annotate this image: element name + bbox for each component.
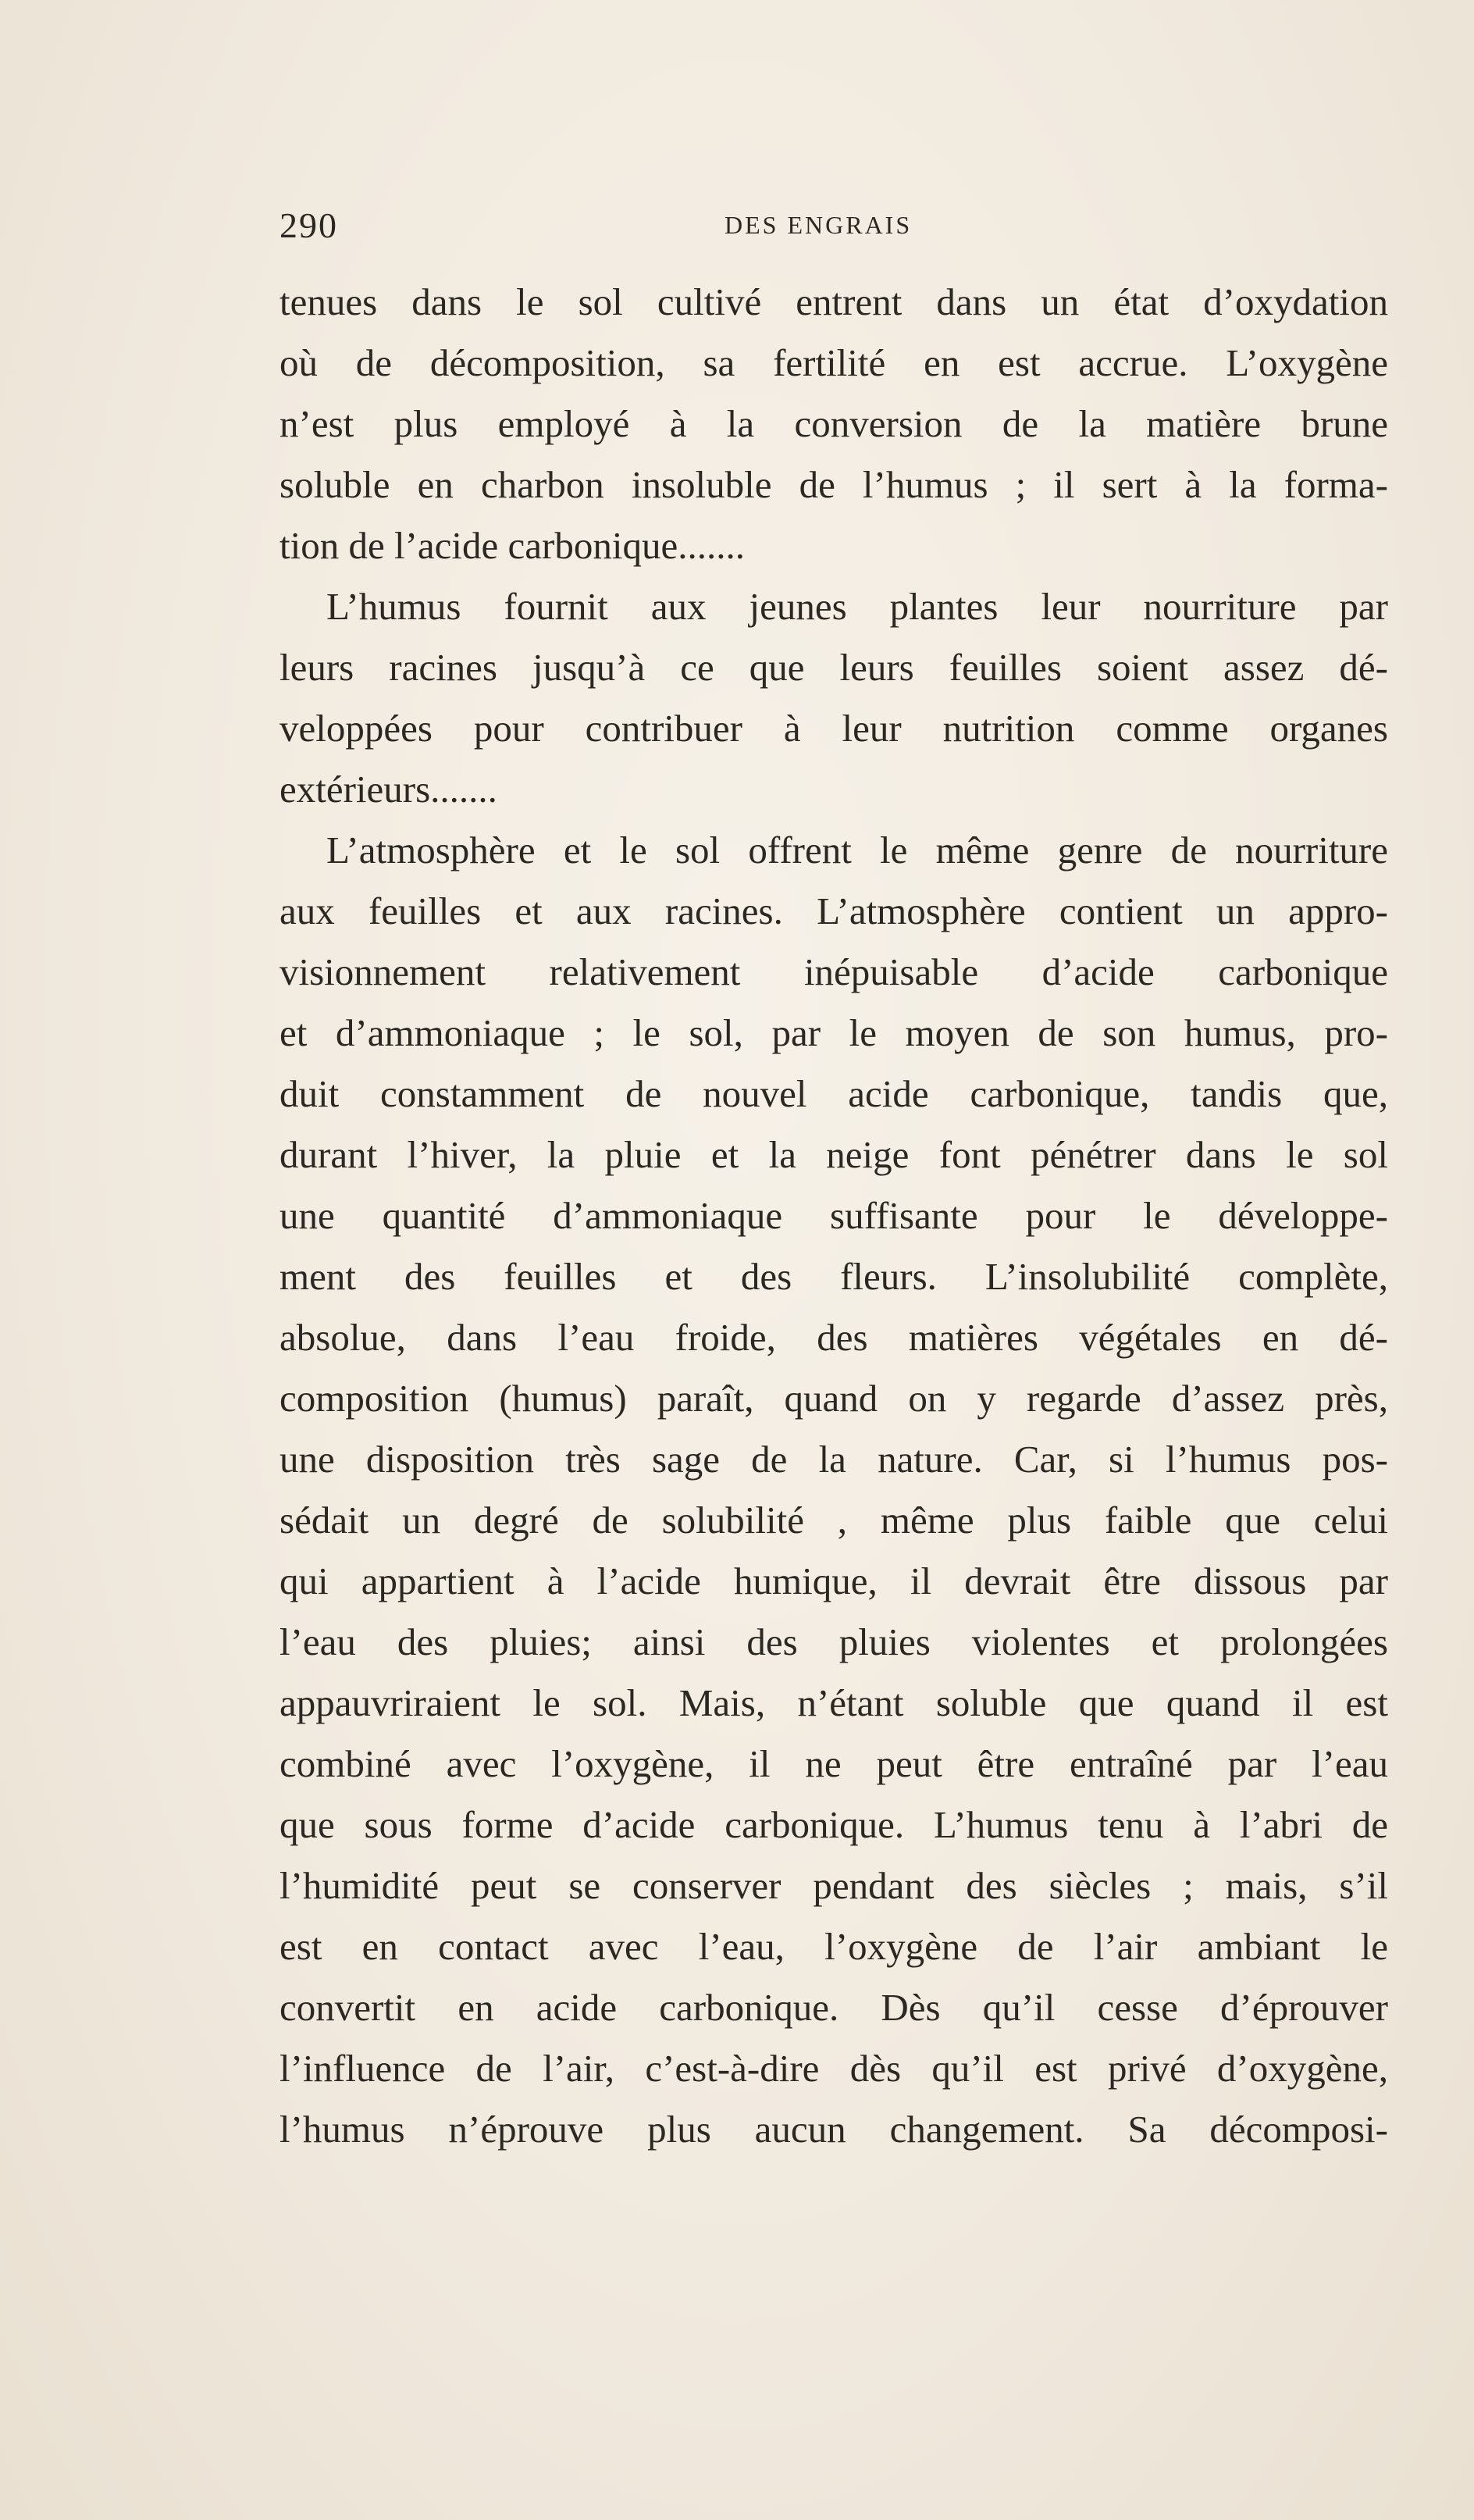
text-line: combiné avec l’oxygène, il ne peut être entraîné par l’eau <box>279 1742 1388 1785</box>
text-line: où de décomposition, sa fertilité en est accrue. L’oxygène <box>279 341 1388 384</box>
running-head <box>279 205 1388 251</box>
text-line: veloppées pour contribuer à leur nutrition comme organes <box>279 707 1388 750</box>
text-line: l’eau des pluies; ainsi des pluies violentes et prolongées <box>279 1620 1388 1663</box>
text-line: l’humus n’éprouve plus aucun changement. Sa décomposi- <box>279 2108 1388 2151</box>
text-line: que sous forme d’acide carbonique. L’humus tenu à l’abri de <box>279 1803 1388 1846</box>
text-line: absolue, dans l’eau froide, des matières végétales en dé- <box>279 1316 1388 1359</box>
text-line: est en contact avec l’eau, l’oxygène de l’air ambiant le <box>279 1925 1388 1968</box>
text-line: tion de l’acide carbonique....... <box>279 524 745 567</box>
text-line: extérieurs....... <box>279 768 497 811</box>
body-text <box>279 272 1388 2160</box>
text-line: tenues dans le sol cultivé entrent dans un état d’oxydation <box>279 280 1388 323</box>
text-line: une disposition très sage de la nature. Car, si l’humus pos- <box>279 1438 1388 1481</box>
text-line: sédait un degré de solubilité , même plus faible que celui <box>279 1499 1388 1542</box>
text-line: composition (humus) paraît, quand on y regarde d’assez près, <box>279 1377 1388 1420</box>
text-line: l’influence de l’air, c’est-à-dire dès qu’il est privé d’oxygène, <box>279 2047 1388 2090</box>
text-line: L’atmosphère et le sol offrent le même genre de nourriture <box>326 829 1388 871</box>
text-line: n’est plus employé à la conversion de la matière brune <box>279 402 1388 445</box>
text-line: l’humidité peut se conserver pendant des siècles ; mais, s’il <box>279 1864 1388 1907</box>
text-line: L’humus fournit aux jeunes plantes leur nourriture par <box>326 585 1388 628</box>
text-line: visionnement relativement inépuisable d’acide carbonique <box>279 950 1388 993</box>
text-line: aux feuilles et aux racines. L’atmosphère contient un appro- <box>279 889 1388 932</box>
text-line: ment des feuilles et des fleurs. L’insolubilité complète, <box>279 1255 1388 1298</box>
text-line: durant l’hiver, la pluie et la neige font pénétrer dans le sol <box>279 1133 1388 1176</box>
text-line: convertit en acide carbonique. Dès qu’il cesse d’éprouver <box>279 1986 1388 2029</box>
text-line: appauvriraient le sol. Mais, n’étant soluble que quand il est <box>279 1681 1388 1724</box>
text-line: soluble en charbon insoluble de l’humus ; il sert à la forma- <box>279 463 1388 506</box>
text-line: une quantité d’ammoniaque suffisante pour le développe- <box>279 1194 1388 1237</box>
text-line: duit constamment de nouvel acide carbonique, tandis que, <box>279 1072 1388 1115</box>
running-title: DES ENGRAIS <box>725 211 913 239</box>
text-line: leurs racines jusqu’à ce que leurs feuilles soient assez dé- <box>279 646 1388 689</box>
text-line: et d’ammoniaque ; le sol, par le moyen de son humus, pro- <box>279 1011 1388 1054</box>
text-line: qui appartient à l’acide humique, il devrait être dissous par <box>279 1559 1388 1602</box>
page-number: 290 <box>279 205 338 245</box>
